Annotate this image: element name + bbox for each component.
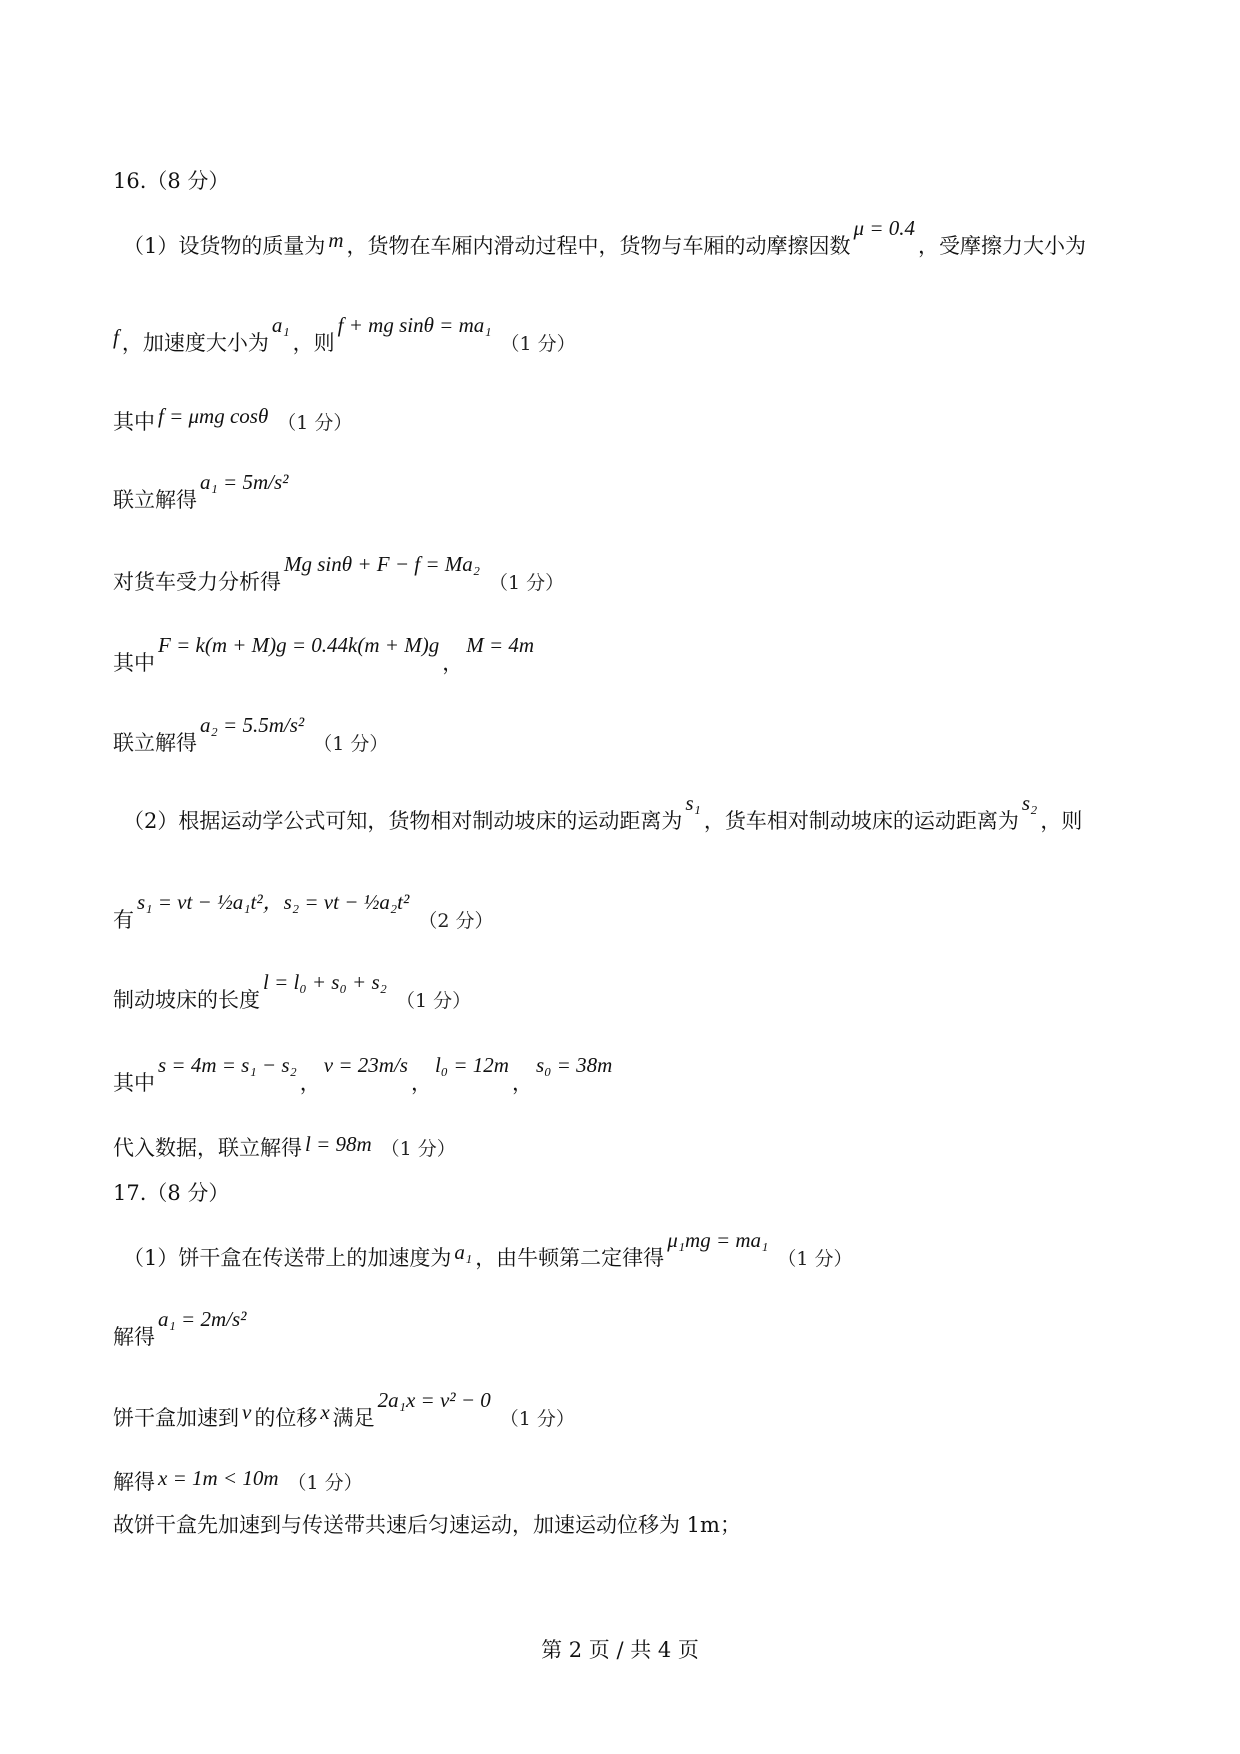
text-segment: 饼干盒加速到: [113, 1406, 239, 1430]
q16-truck-force-line: [113, 552, 565, 594]
formula: x: [320, 1400, 330, 1424]
text-segment: ，: [442, 651, 464, 675]
formula: μ = 0.4: [853, 216, 916, 240]
formula: v: [242, 1400, 252, 1424]
formula: l = l₀ + s₀ + s₂: [263, 970, 387, 994]
text-segment: ，加速度大小为: [121, 331, 269, 355]
formula: f + mg sinθ = ma₁: [337, 313, 492, 337]
text-segment: 联立解得: [113, 488, 197, 512]
question-17-title: 17.（8 分）: [113, 1181, 230, 1205]
q16-given-values: [113, 1053, 615, 1095]
score-label: （1 分）: [489, 572, 565, 594]
text-segment: （1）设货物的质量为: [123, 234, 326, 258]
score-label: （1 分）: [287, 1472, 363, 1494]
formula: m: [328, 228, 344, 252]
q17-part1-line1: [123, 1228, 853, 1270]
q16-part1-line2: [113, 313, 576, 355]
text-segment: ，则: [292, 331, 335, 355]
formula: x = 1m < 10m: [158, 1466, 279, 1490]
score-label: （2 分）: [418, 910, 494, 932]
text-segment: ，货车相对制动坡床的运动距离为: [703, 809, 1019, 833]
page-footer: 第 2 页 / 共 4 页: [541, 1638, 699, 1662]
text-segment: ，由牛顿第二定律得: [475, 1246, 665, 1270]
q16-part1-line1: [123, 216, 1087, 258]
text-segment: 的位移: [254, 1406, 318, 1430]
q17-displacement-result: [113, 1466, 363, 1494]
text-segment: 对货车受力分析得: [113, 570, 281, 594]
question-16-title: 16.（8 分）: [113, 169, 230, 193]
formula: μ₁mg = ma₁: [667, 1228, 769, 1252]
score-label: （1 分）: [499, 1408, 575, 1430]
formula: F = k(m + M)g = 0.44k(m + M)g: [158, 633, 440, 657]
text-segment: 其中: [113, 410, 155, 434]
formula: a₁ = 5m/s²: [200, 470, 289, 494]
formula: s₁: [685, 791, 701, 815]
text-segment: 满足: [332, 1406, 375, 1430]
text-segment: ，: [299, 1071, 321, 1095]
formula: s = 4m = s₁ − s₂: [158, 1053, 297, 1077]
text-segment: 有: [113, 908, 134, 932]
text-segment: （1）饼干盒在传送带上的加速度为: [123, 1246, 452, 1270]
score-label: （1 分）: [313, 733, 389, 755]
text-segment: 联立解得: [113, 731, 197, 755]
formula: a₁: [454, 1240, 473, 1264]
formula: a₁ = 2m/s²: [158, 1307, 247, 1331]
text-segment: 其中: [113, 651, 155, 675]
text-segment: ，: [511, 1071, 533, 1095]
q16-result-a1: [113, 470, 291, 512]
text-segment: （2）根据运动学公式可知，货物相对制动坡床的运动距离为: [123, 809, 683, 833]
q16-final-answer: [113, 1132, 456, 1160]
formula: s₁ = vt − ½a₁t²，s₂ = vt − ½a₂t²: [137, 890, 410, 914]
formula: f: [113, 325, 119, 349]
q17-result-a1: [113, 1307, 249, 1349]
text-segment: ，则: [1040, 809, 1083, 833]
score-label: （1 分）: [380, 1138, 456, 1160]
text-segment: 代入数据，联立解得: [113, 1136, 302, 1160]
formula: M = 4m: [466, 633, 535, 657]
q16-friction-line: [113, 404, 353, 434]
q16-force-expression: [113, 633, 537, 675]
formula: Mg sinθ + F − f = Ma₂: [284, 552, 481, 576]
score-label: （1 分）: [500, 333, 576, 355]
formula: s₂: [1021, 791, 1038, 815]
text-segment: ，: [410, 1071, 432, 1095]
q16-part2-line1: [123, 791, 1083, 833]
text-segment: ，货物在车厢内滑动过程中，货物与车厢的动摩擦因数: [346, 234, 851, 258]
text-segment: 其中: [113, 1071, 155, 1095]
text-segment: ，受摩擦力大小为: [918, 234, 1087, 258]
formula: a₁: [271, 313, 290, 337]
formula: v = 23m/s: [323, 1053, 408, 1077]
text-segment: 解得: [113, 1325, 155, 1349]
q16-displacement-equations: [113, 890, 494, 932]
formula: l₀ = 12m: [434, 1053, 509, 1077]
formula: a₂ = 5.5m/s²: [200, 713, 305, 737]
q17-conclusion: [113, 1515, 741, 1536]
question-17-header: [113, 1183, 229, 1204]
text-segment: 制动坡床的长度: [113, 988, 260, 1012]
text-segment: 故饼干盒先加速到与传送带共速后匀速运动，加速运动位移为 1m；: [113, 1513, 741, 1537]
score-label: （1 分）: [277, 412, 353, 434]
formula: 2a₁x = v² − 0: [377, 1388, 491, 1412]
formula: f = μmg cosθ: [158, 404, 269, 428]
formula: s₀ = 38m: [535, 1053, 613, 1077]
score-label: （1 分）: [395, 990, 472, 1012]
question-16-header: [113, 171, 229, 192]
formula: l = 98m: [305, 1132, 372, 1156]
score-label: （1 分）: [777, 1248, 853, 1270]
q16-bed-length: [113, 970, 472, 1012]
q16-result-a2: [113, 713, 389, 755]
text-segment: 解得: [113, 1470, 155, 1494]
q17-displacement-condition: [113, 1388, 575, 1430]
